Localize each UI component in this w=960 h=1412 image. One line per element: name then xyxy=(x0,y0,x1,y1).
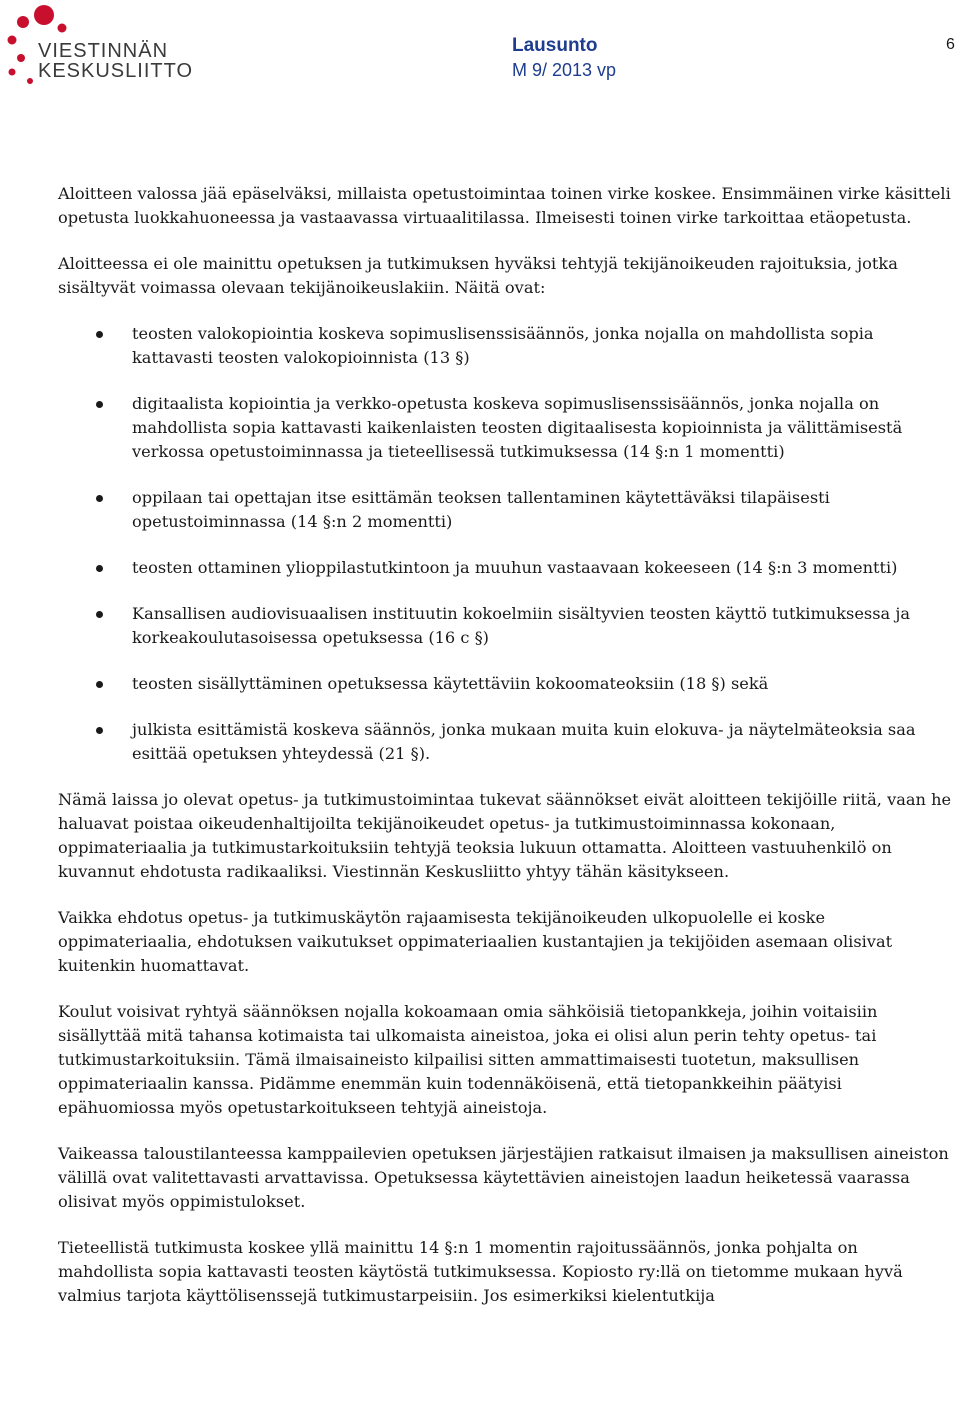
bullet-icon xyxy=(96,401,103,408)
logo-line-1: VIESTINNÄN xyxy=(38,40,169,62)
list-item-text: Kansallisen audiovisuaalisen instituutin kokoelmiin sisältyvien teosten käyttö tutkimuksessa ja korkeakoulutasoisessa opetuksessa (16 c §) xyxy=(132,604,911,647)
list-item xyxy=(58,602,958,650)
bullet-icon xyxy=(96,495,103,502)
paragraph-6: Vaikeassa taloustilanteessa kamppailevien opetuksen järjestäjien ratkaisut ilmaisen ja maksullisen aineiston välillä ovat valitettavasti arvattavissa. Opetuksessa käytettävien aineistojen laadun heiketessä vaarassa olisivat myös oppimistulokset. xyxy=(58,1144,949,1211)
list-item xyxy=(58,718,958,766)
list-item-text: teosten sisällyttäminen opetuksessa käytettäviin kokoomateoksiin (18 §) sekä xyxy=(132,674,769,693)
paragraph-2: Aloitteessa ei ole mainittu opetuksen ja tutkimuksen hyväksi tehtyjä tekijänoikeuden rajoituksia, jotka sisältyvät voimassa olevaan tekijänoikeuslakiin. Näitä ovat: xyxy=(58,254,898,297)
bullet-icon xyxy=(96,727,103,734)
bullet-icon xyxy=(96,565,103,572)
paragraph-1: Aloitteen valossa jää epäselväksi, millaista opetustoimintaa toinen virke koskee. Ensimmäinen virke käsitteli opetusta luokkahuoneessa ja vastaavassa virtuaalitilassa. Ilmeisesti toinen virke tarkoittaa etäopetusta. xyxy=(58,184,951,227)
list-item xyxy=(58,556,958,580)
list-item-text: oppilaan tai opettajan itse esittämän teoksen tallentaminen käytettäväksi tilapäisesti opetustoiminnassa (14 §:n 2 momentti) xyxy=(132,488,830,531)
bullet-icon xyxy=(96,331,103,338)
list-item xyxy=(58,672,958,696)
viestinnan-keskusliitto-logo xyxy=(4,2,274,88)
document-type: Lausunto xyxy=(512,35,598,56)
list-item-text: teosten ottaminen ylioppilastutkintoon ja muuhun vastaavaan kokeeseen (14 §:n 3 momentti) xyxy=(132,558,898,577)
exceptions-list xyxy=(58,322,958,766)
page-header xyxy=(0,0,960,100)
paragraph-4: Vaikka ehdotus opetus- ja tutkimuskäytön rajaamisesta tekijänoikeuden ulkopuolelle ei koske oppimateriaalia, ehdotuksen vaikutukset oppimateriaalien kustantajien ja tekijöiden asemaan olisivat kuitenkin huomattavat. xyxy=(58,908,893,975)
list-item xyxy=(58,322,958,370)
paragraph-3: Nämä laissa jo olevat opetus- ja tutkimustoimintaa tukevat säännökset eivät aloitteen tekijöille riitä, vaan he haluavat poistaa oikeudenhaltijoilta tekijänoikeudet opetus- ja tutkimustoiminnassa kokonaan, oppimateriaalia ja tutkimustarkoituksiin tehtyjä teoksia lukuun ottamatta. Aloitteen vastuuhenkilö on kuvannut ehdotusta radikaaliksi. Viestinnän Keskusliitto yhtyy tähän käsitykseen. xyxy=(58,790,952,881)
list-item-text: teosten valokopiointia koskeva sopimuslisenssisäännös, jonka nojalla on mahdollista sopia kattavasti teosten valokopioinnista (13 §) xyxy=(132,324,874,367)
paragraph-7: Tieteellistä tutkimusta koskee yllä mainittu 14 §:n 1 momentin rajoitussäännös, jonka pohjalta on mahdollista sopia kattavasti teosten käytöstä tutkimuksessa. Kopiosto ry:llä on tietomme mukaan hyvä valmius tarjota käyttölisenssejä tutkimustarpeisiin. Jos esimerkiksi kielentutkija xyxy=(58,1238,903,1305)
document-body xyxy=(58,182,958,1330)
document-id: M 9/ 2013 vp xyxy=(512,60,617,80)
list-item-text: digitaalista kopiointia ja verkko-opetusta koskeva sopimuslisenssisäännös, jonka nojalla on mahdollista sopia kattavasti kaikenlaisten teosten digitaalisesta kopioinnista ja välittämisestä verkossa opetustoiminnassa ja tieteellisessä tutkimuksessa (14 §:n 1 momentti) xyxy=(132,394,903,461)
list-item xyxy=(58,392,958,464)
bullet-icon xyxy=(96,681,103,688)
list-item xyxy=(58,486,958,534)
list-item-text: julkista esittämistä koskeva säännös, jonka mukaan muita kuin elokuva- ja näytelmäteoksia saa esittää opetuksen yhteydessä (21 §). xyxy=(132,720,916,763)
page-number: 6 xyxy=(946,36,955,53)
bullet-icon xyxy=(96,611,103,618)
logo-line-2: KESKUSLIITTO xyxy=(38,60,194,82)
paragraph-5: Koulut voisivat ryhtyä säännöksen nojalla kokoamaan omia sähköisiä tietopankkeja, joihin voitaisiin sisällyttää mitä tahansa kotimaista tai ulkomaista aineistoa, joka ei olisi alun perin tehty opetus- tai tutkimustarkoituksiin. Tämä ilmaisaineisto kilpailisi sitten ammattimaisesti tuotetun, maksullisen oppimateriaalin kanssa. Pidämme enemmän kuin todennäköisenä, että tietopankkeihin päätyisi epähuomiossa myös opetustarkoitukseen tehtyjä aineistoja. xyxy=(58,1002,878,1117)
